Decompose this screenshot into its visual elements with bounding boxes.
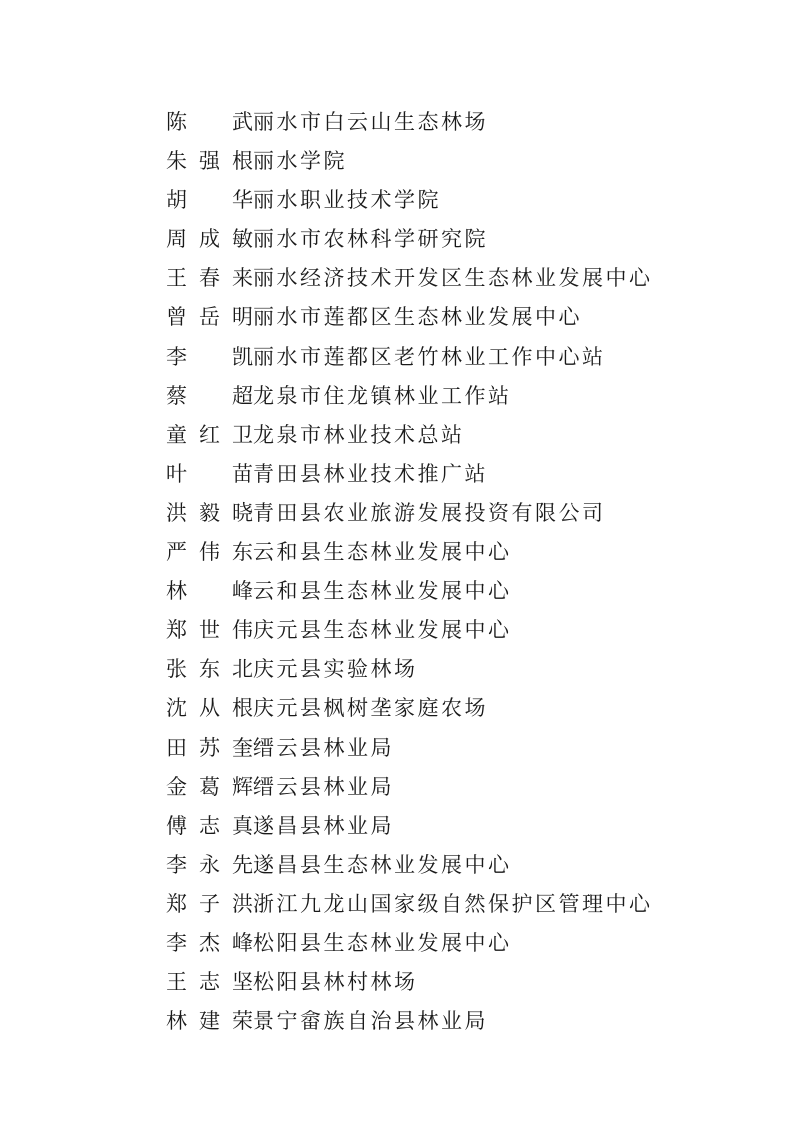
list-item [166,924,746,963]
list-item [166,298,746,337]
person-name: 林 峰 [166,579,253,604]
list-item [166,220,746,259]
list-item [166,729,746,768]
list-item [166,533,746,572]
organization-name: 松阳县林村林场 [253,970,418,995]
list-item [166,807,746,846]
list-item [166,338,746,377]
organization-name: 云和县生态林业发展中心 [253,540,512,565]
person-name: 田苏奎 [166,735,253,760]
list-item [166,377,746,416]
list-item [166,611,746,650]
person-name: 朱强根 [166,149,253,174]
organization-name: 庆元县实验林场 [253,657,418,682]
person-name: 沈从根 [166,696,253,721]
organization-name: 丽水市莲都区生态林业发展中心 [253,305,582,330]
list-item [166,768,746,807]
person-name: 胡 华 [166,188,253,213]
organization-name: 丽水职业技术学院 [253,188,441,213]
list-item [166,1002,746,1041]
organization-name: 遂昌县生态林业发展中心 [253,852,512,877]
organization-name: 丽水市莲都区老竹林业工作中心站 [253,344,606,369]
person-name: 李 凯 [166,344,253,369]
list-item [166,689,746,728]
person-name: 郑子洪 [166,891,253,916]
person-name: 曾岳明 [166,305,253,330]
organization-name: 景宁畲族自治县林业局 [253,1009,488,1034]
person-name: 洪毅晓 [166,500,253,525]
organization-name: 丽水学院 [253,149,347,174]
person-name: 李杰峰 [166,930,253,955]
list-item [166,103,746,142]
person-name: 林建荣 [166,1009,253,1034]
list-item [166,181,746,220]
organization-name: 庆元县生态林业发展中心 [253,618,512,643]
list-item [166,494,746,533]
organization-name: 遂昌县林业局 [253,813,394,838]
organization-name: 松阳县生态林业发展中心 [253,930,512,955]
person-name: 蔡 超 [166,383,253,408]
person-name: 陈 武 [166,110,253,134]
organization-name: 浙江九龙山国家级自然保护区管理中心 [253,891,653,916]
list-item [166,650,746,689]
person-name: 郑世伟 [166,618,253,643]
person-name: 叶 苗 [166,461,253,486]
person-name: 王志坚 [166,970,253,995]
list-item [166,885,746,924]
list-item [166,259,746,298]
person-name: 童红卫 [166,422,253,447]
organization-name: 青田县林业技术推广站 [253,461,488,486]
organization-name: 龙泉市林业技术总站 [253,422,465,447]
list-item [166,455,746,494]
organization-name: 庆元县枫树垄家庭农场 [253,696,488,721]
list-item [166,416,746,455]
organization-name: 龙泉市住龙镇林业工作站 [253,383,512,408]
organization-name: 丽水市白云山生态林场 [253,110,488,134]
person-name: 周成敏 [166,227,253,252]
list-item [166,963,746,1002]
person-name: 王春来 [166,266,253,291]
list-item [166,846,746,885]
list-item [166,142,746,181]
person-name: 金葛辉 [166,774,253,799]
person-name: 严伟东 [166,540,253,565]
organization-name: 缙云县林业局 [253,735,394,760]
organization-name: 青田县农业旅游发展投资有限公司 [253,500,606,525]
organization-name: 缙云县林业局 [253,774,394,799]
person-name: 傅志真 [166,813,253,838]
organization-name: 云和县生态林业发展中心 [253,579,512,604]
personnel-list [166,103,746,1041]
organization-name: 丽水经济技术开发区生态林业发展中心 [253,266,653,291]
list-item [166,572,746,611]
person-name: 李永先 [166,852,253,877]
organization-name: 丽水市农林科学研究院 [253,227,488,252]
person-name: 张东北 [166,657,253,682]
